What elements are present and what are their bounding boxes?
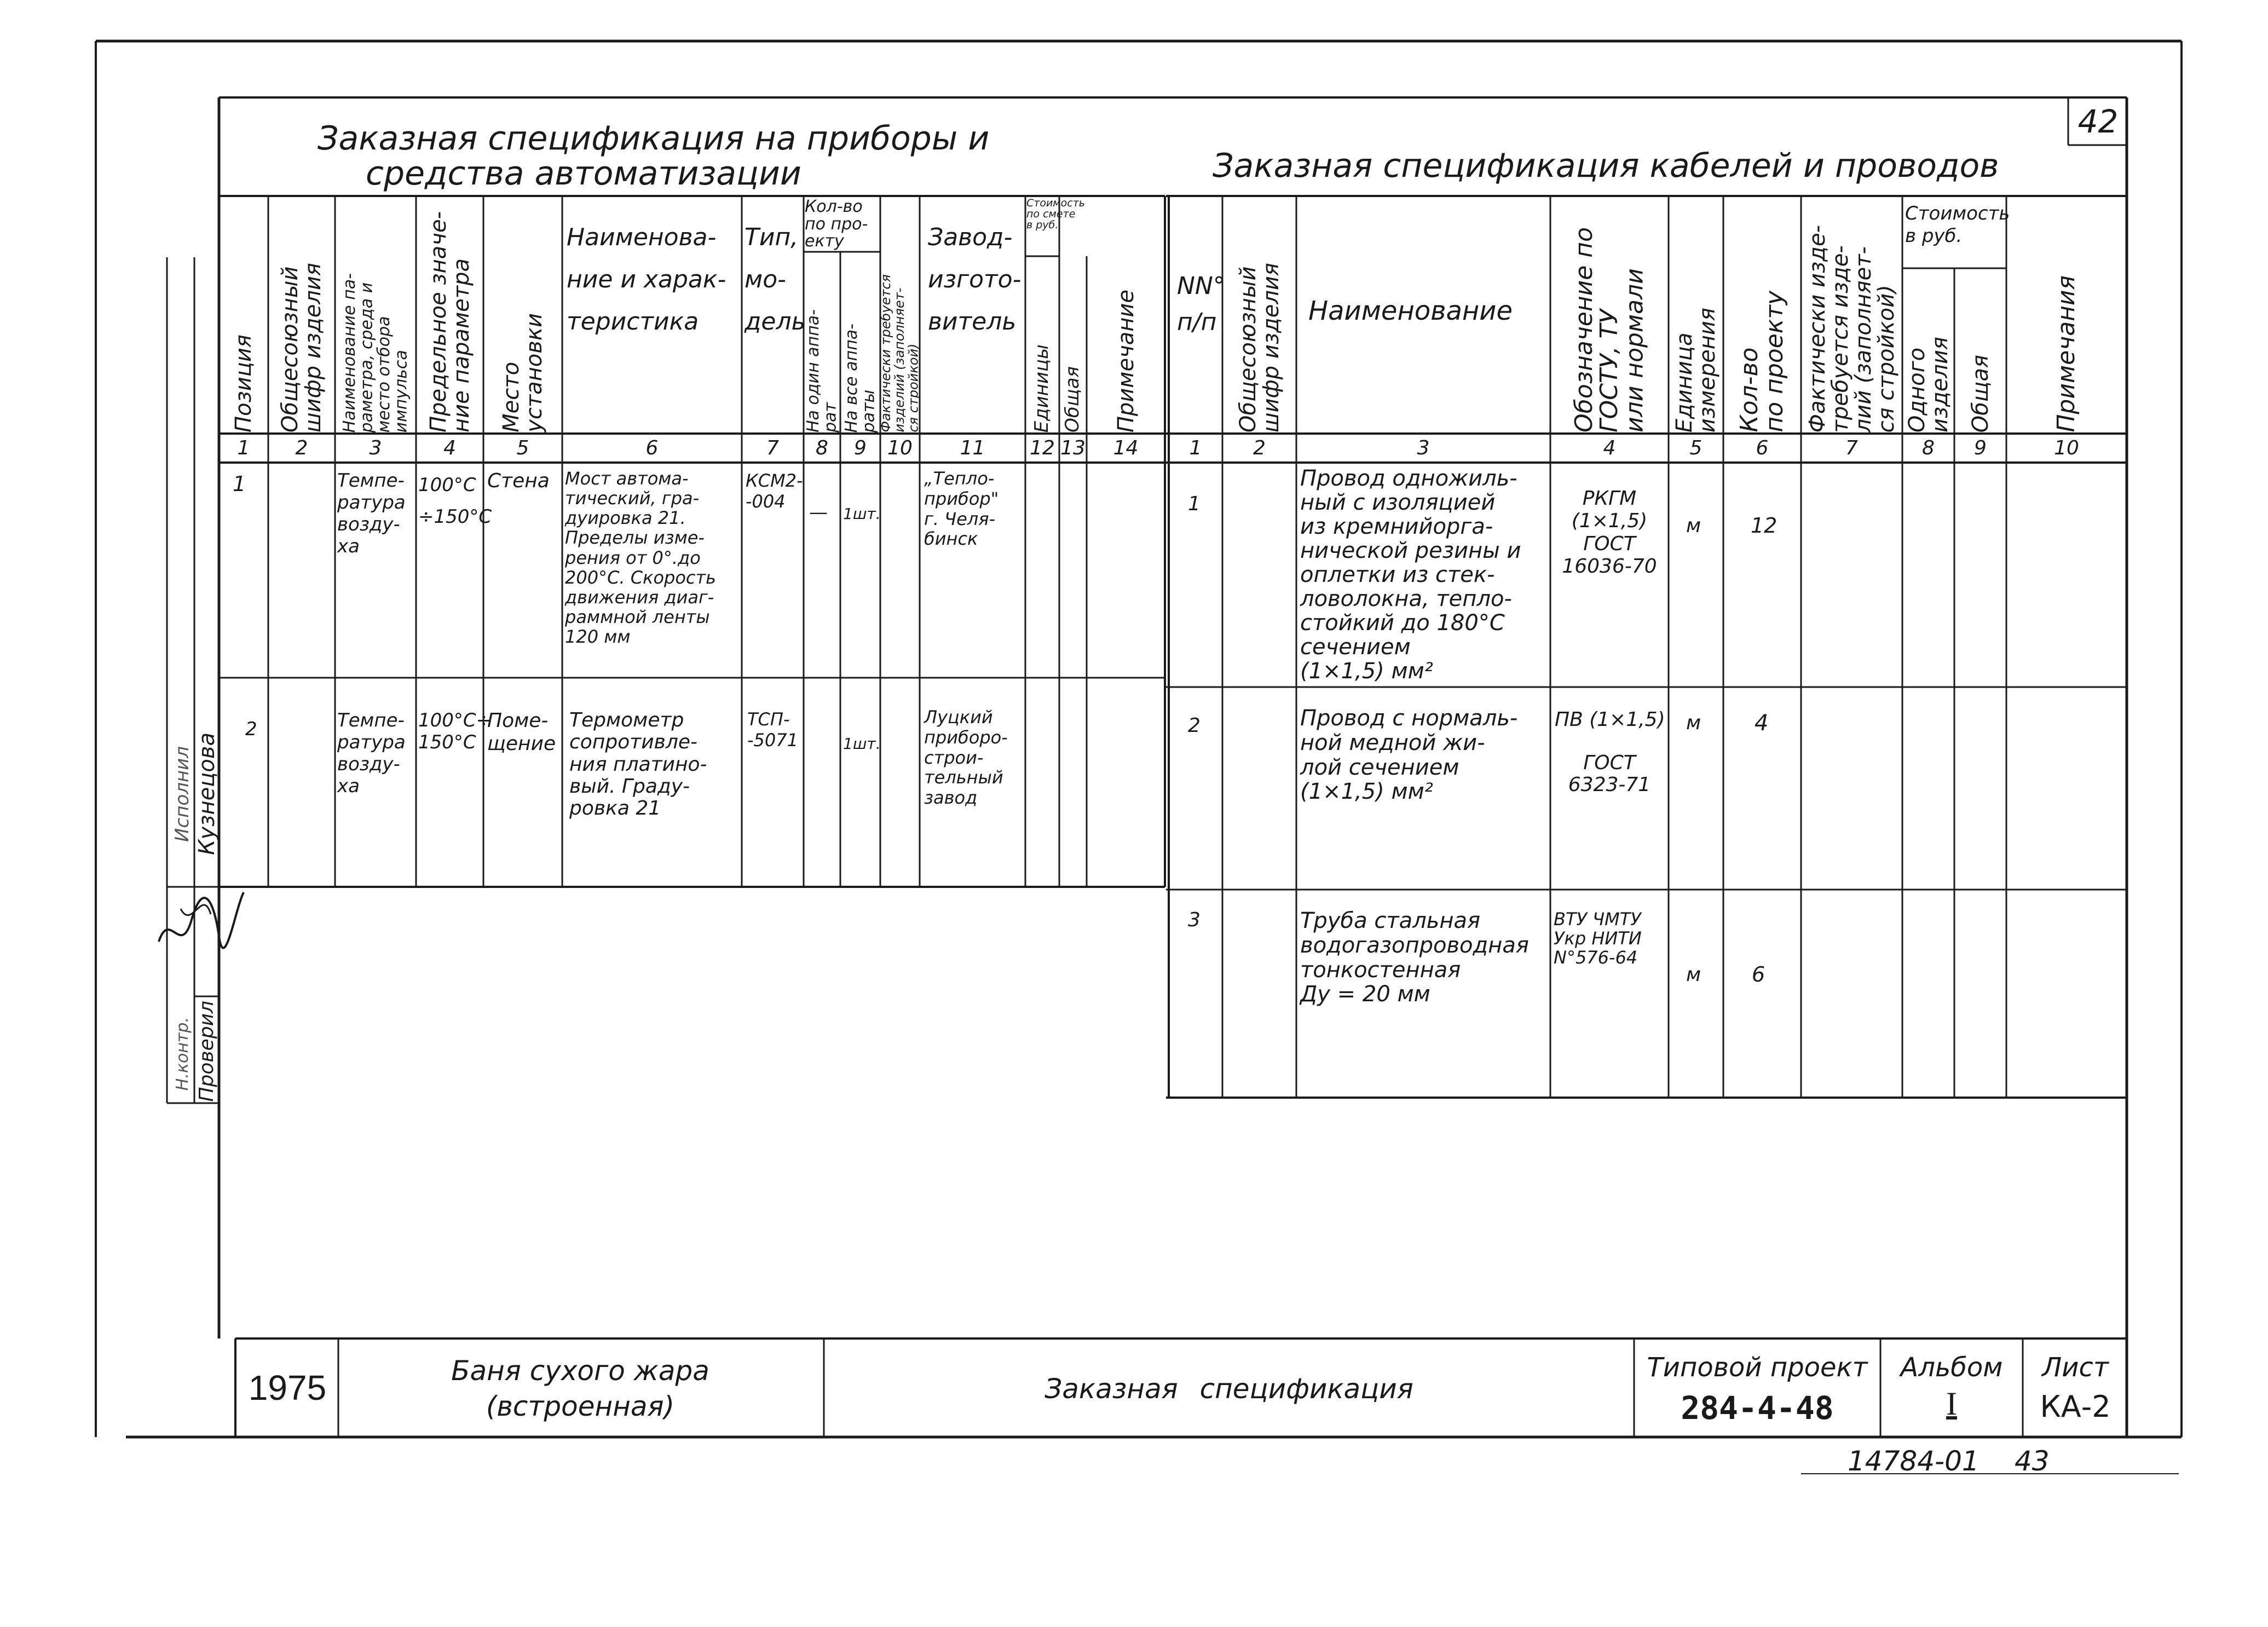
right-colnum: 5 [1689, 437, 1703, 459]
left-row2-pos: 2 [245, 718, 257, 740]
left-colnum: 13 [1060, 437, 1086, 459]
left-row1-pos: 1 [233, 472, 246, 496]
right-header-gost-text: Обозначение по ГОСТУ, ТУ или нормали [1569, 227, 1649, 432]
left-header-actual [880, 197, 920, 432]
right-row2-unit: м [1686, 712, 1701, 734]
left-header-maker: Завод- изгото- витель [928, 223, 1022, 336]
right-row2-qty: 4 [1755, 711, 1769, 736]
left-row1-qty-one: — [809, 501, 828, 523]
right-row2-gost: ПВ (1×1,5) ГОСТ 6323-71 [1555, 708, 1665, 796]
right-header-actual-text: Фактически изде- требуется изде- лий (заполняет- ся стройкой) [1804, 224, 1899, 432]
stamp-ispolnil-text: Исполнил [171, 746, 194, 842]
left-colnum: 1 [237, 437, 250, 459]
left-header-code-text: Общесоюзный шифр изделия [278, 262, 326, 432]
right-colnum: 2 [1253, 437, 1266, 459]
right-row3-gost: ВТУ ЧМТУ Укр НИТИ N°576-64 [1554, 909, 1642, 968]
right-colnum: 1 [1189, 437, 1202, 459]
left-colnum: 11 [960, 437, 985, 459]
left-header-code [268, 197, 335, 432]
right-colnum: 6 [1756, 437, 1769, 459]
left-row1-qty-all: 1шт. [843, 505, 881, 523]
left-row1-type: КСМ2- -004 [746, 470, 803, 512]
left-header-qty-one [804, 253, 840, 432]
left-colnum: 4 [443, 437, 456, 459]
right-header-unit [1669, 197, 1723, 432]
left-row1-name: Мост автома- тический, гра- дуировка 21. Пределы изме- рения от 0°.до 200°С. Скорость движения диаг- раммной ленты 120 мм [565, 468, 716, 648]
right-colnum: 4 [1603, 437, 1616, 459]
object-name-line1: Баня сухого жара [451, 1355, 709, 1387]
left-header-name: Наименова- ние и харак- теристика [567, 223, 726, 336]
stamp-proveril-text: Проверил [195, 1000, 218, 1102]
right-table-title: Заказная спецификация кабелей и проводов [1213, 147, 1999, 185]
left-row2-param: Темпе- ратура возду- ха [337, 709, 406, 798]
right-header-qty-text: Кол-во по проекту [1735, 291, 1788, 432]
right-header-nn: NN° п/п [1177, 272, 1225, 336]
right-header-note-text: Примечания [2052, 275, 2080, 432]
stamp-kuznetsova-text: Кузнецова [194, 732, 220, 855]
right-row3-name: Труба стальная водогазопроводная тонкостенная Ду = 20 мм [1300, 908, 1529, 1007]
right-header-cost-total-text: Общая [1967, 354, 1993, 432]
right-header-cost-one-text: Одного изделия [1904, 336, 1953, 432]
right-header-cost: Стоимость в руб. [1905, 203, 2010, 247]
project-number: 284-4-48 [1681, 1389, 1834, 1427]
left-row1-param: Темпе- ратура возду- ха [337, 470, 406, 558]
right-row3-unit: м [1686, 963, 1701, 986]
right-row3-qty: 6 [1752, 962, 1765, 986]
right-colnum: 8 [1922, 437, 1935, 459]
document-name: Заказная спецификация [1044, 1373, 1413, 1405]
left-row1-place: Стена [487, 470, 550, 492]
sheet-number: 42 [2077, 103, 2119, 140]
left-row2-limit: 100°С÷ 150°С [418, 709, 492, 754]
right-row2-name: Провод с нормаль- ной медной жи- лой сечением (1×1,5) мм² [1300, 706, 1518, 805]
left-colnum: 5 [516, 437, 529, 459]
left-colnum: 8 [816, 437, 828, 459]
right-colnum: 3 [1417, 437, 1430, 459]
footer-page: 43 [2015, 1445, 2050, 1477]
right-row2-pos: 2 [1188, 714, 1201, 737]
right-row1-qty: 12 [1751, 514, 1778, 538]
left-header-param [335, 197, 416, 432]
left-row2-type: ТСП- -5071 [747, 709, 798, 751]
left-header-qty-all [840, 253, 880, 432]
left-colnum: 12 [1030, 437, 1055, 459]
right-row1-gost: РКГМ (1×1,5) ГОСТ 16036-70 [1562, 487, 1657, 578]
stamp-kuznetsova [194, 701, 219, 887]
left-table-title-line1: Заказная спецификация на приборы и [318, 119, 990, 158]
left-header-cost-total [1059, 257, 1087, 432]
album-number: I [1946, 1386, 1957, 1422]
left-header-limit [416, 197, 483, 432]
sheet-code: КА-2 [2040, 1389, 2111, 1424]
right-header-code [1222, 197, 1296, 432]
left-colnum: 14 [1113, 437, 1139, 459]
object-name-line2: (встроенная) [486, 1391, 675, 1422]
inventory-number: 14784-01 [1848, 1445, 1980, 1477]
left-header-qty-all-text: На все аппа- раты [842, 323, 879, 432]
left-header-note-text: Примечание [1113, 289, 1139, 432]
left-colnum: 10 [887, 437, 913, 459]
left-colnum: 2 [295, 437, 308, 459]
left-table-title-line2: средства автоматизации [366, 154, 801, 193]
left-colnum: 7 [766, 437, 779, 459]
album-label: Альбом [1900, 1352, 2003, 1383]
stamp-ispolnil [171, 712, 194, 876]
right-row1-unit: м [1686, 515, 1701, 537]
left-header-qty-one-text: На один аппа- рат [804, 309, 840, 432]
right-colnum: 7 [1845, 437, 1858, 459]
left-row1-limit: 100°С ÷150°С [418, 474, 492, 528]
left-header-param-text: Наименование па- раметра, среда и место отбора импульса [340, 273, 411, 432]
stamp-nkontr-text: Н.контр. [173, 1017, 193, 1091]
year: 1975 [248, 1368, 327, 1407]
right-header-cost-total [1954, 269, 2006, 432]
right-colnum: 9 [1974, 437, 1987, 459]
project-label: Типовой проект [1647, 1352, 1868, 1383]
left-header-cost-unit [1025, 257, 1059, 432]
left-row2-maker: Луцкий приборо- строи- тельный завод [924, 707, 1008, 809]
left-header-pozitsiya-text: Позиция [231, 334, 256, 432]
right-colnum: 10 [2054, 437, 2079, 459]
left-header-place-text: Место установки [499, 313, 547, 432]
left-header-cost-unit-text: Единицы [1031, 344, 1053, 432]
left-header-qty: Кол-во по про- екту [805, 197, 868, 251]
left-row2-name: Термометр сопротивле- ния платино- вый. Граду- ровка 21 [569, 709, 707, 820]
right-header-name: Наименование [1308, 296, 1513, 326]
stamp-nkontr [171, 1007, 194, 1100]
left-row2-qty-all: 1шт. [843, 735, 881, 753]
left-header-cost-total-text: Общая [1061, 366, 1084, 432]
left-row1-maker: „Тепло- прибор" г. Челя- бинск [924, 468, 999, 550]
left-header-pozitsiya [219, 197, 268, 432]
left-header-cost: Стоимость по смете в руб. [1026, 197, 1085, 231]
left-header-limit-text: Предельное значе- ние параметра [425, 211, 474, 432]
right-header-code-text: Общесоюзный шифр изделия [1235, 262, 1284, 432]
left-colnum: 9 [854, 437, 867, 459]
right-row1-name: Провод одножиль- ный с изоляцией из кремнийорга- нической резины и оплетки из стек- ловолокна, тепло- стойкий до 180°С сечением (1×1,5) мм² [1300, 466, 1521, 684]
left-header-place [483, 197, 562, 432]
right-header-gost [1550, 197, 1669, 432]
right-row3-pos: 3 [1188, 909, 1201, 931]
right-header-qty [1723, 197, 1801, 432]
right-header-cost-one [1902, 269, 1954, 432]
right-header-actual [1801, 197, 1902, 432]
left-colnum: 3 [369, 437, 382, 459]
right-header-note [2006, 197, 2127, 432]
stamp-proveril [194, 1002, 219, 1100]
sheet-label: Лист [2042, 1352, 2109, 1383]
left-header-actual-text: Фактически требуется изделий (заполняет- ся стройкой) [878, 274, 921, 432]
left-header-type: Тип, мо- дель [745, 223, 806, 336]
left-colnum: 6 [645, 437, 659, 459]
right-header-unit-text: Единица измерения [1672, 307, 1720, 432]
left-row2-place: Поме- щение [487, 709, 556, 755]
left-header-note [1087, 197, 1165, 432]
signature-image [148, 876, 252, 969]
right-row1-pos: 1 [1188, 493, 1201, 515]
